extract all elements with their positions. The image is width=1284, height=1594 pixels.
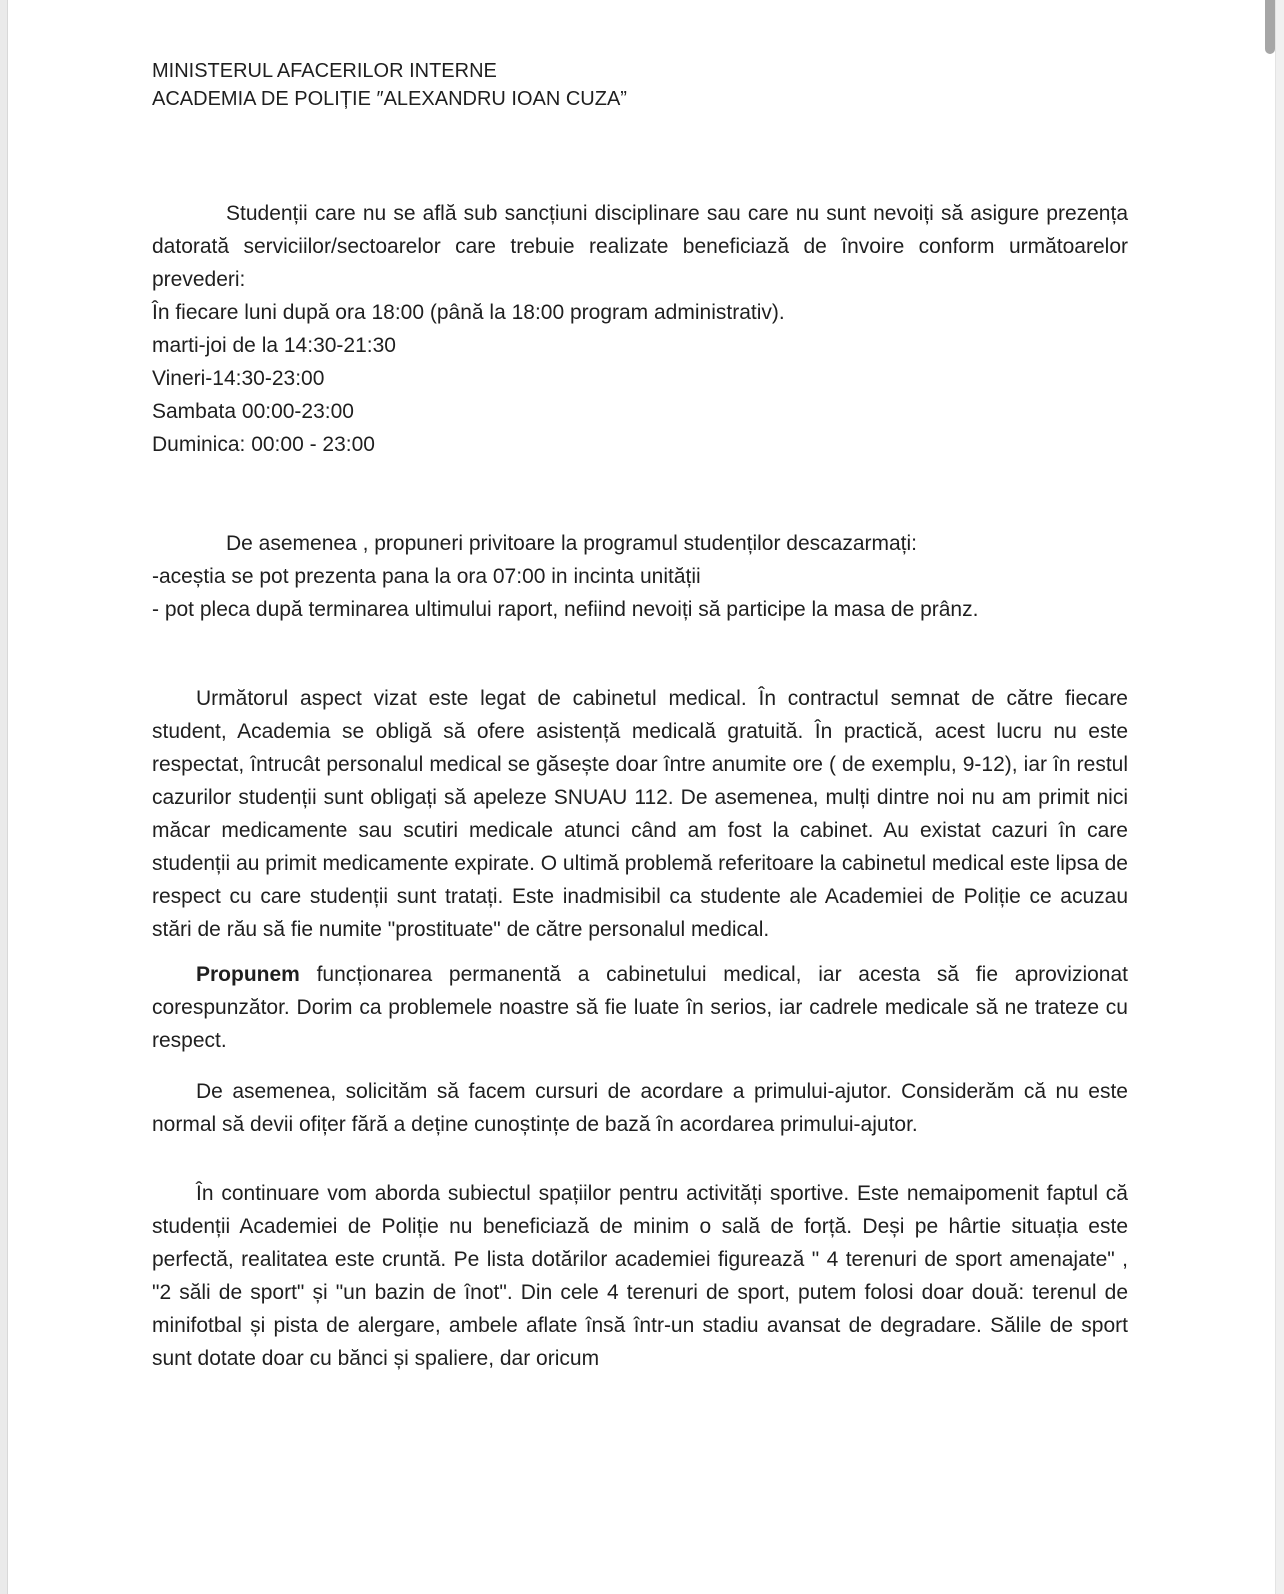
schedule-line-sunday: Duminica: 00:00 - 23:00	[152, 433, 375, 456]
scrollbar-thumb[interactable]	[1265, 0, 1275, 54]
descazarmati-line-departure: - pot pleca după terminarea ultimului raport, nefiind nevoiți să participe la masa de prânz.	[152, 598, 979, 621]
propunem-paragraph	[152, 958, 1128, 1057]
scrollbar-track[interactable]	[1275, 0, 1284, 1594]
medical-paragraph: Următorul aspect vizat este legat de cabinetul medical. În contractul semnat de către fiecare student, Academia se obligă să ofere asistență medicală gratuită. În practică, acest lucru nu este respectat, întrucât personalul medical se găsește doar între anumite ore ( de exemplu, 9-12), iar în restul cazurilor studenții sunt obligați să apeleze SNUAU 112. De asemenea, mulți dintre noi nu am primit nici măcar medicamente sau scutiri medicale atunci când am fost la cabinet. Au existat cazuri în care studenții au primit medicamente expirate. O ultimă problemă referitoare la cabinetul medical este lipsa de respect cu care studenții sunt tratați. Este inadmisibil ca studente ale Academiei de Poliție ce acuzau stări de rău să fie numite "prostituate" de către personalul medical.	[152, 687, 1128, 941]
intro-paragraph: Studenții care nu se află sub sancțiuni disciplinare sau care nu sunt nevoiți să asigure prezența datorată serviciilor/sectoarelor care trebuie realizate beneficiază de învoire conform următoarelor prevederi:	[152, 202, 1128, 291]
ministry-line: MINISTERUL AFACERILOR INTERNE	[152, 60, 497, 82]
propunem-rest: funcționarea permanentă a cabinetului medical, iar acesta să fie aprovizionat corespunzător. Dorim ca problemele noastre să fie luate în serios, iar cadrele medicale să ne trateze cu respect.	[152, 963, 1128, 1052]
schedule-line-monday: În fiecare luni după ora 18:00 (până la 18:00 program administrativ).	[152, 301, 785, 324]
descazarmati-heading: De asemenea , propuneri privitoare la programul studenților descazarmați:	[226, 532, 918, 555]
schedule-line-saturday: Sambata 00:00-23:00	[152, 400, 354, 423]
descazarmati-line-arrival: -aceștia se pot prezenta pana la ora 07:00 in incinta unității	[152, 565, 701, 588]
schedule-line-friday: Vineri-14:30-23:00	[152, 367, 325, 390]
first-aid-paragraph: De asemenea, solicităm să facem cursuri de acordare a primului-ajutor. Considerăm că nu este normal să devii ofițer fără a deține cunoștințe de bază în acordarea primului-ajutor.	[152, 1080, 1128, 1136]
document-header	[152, 0, 1128, 113]
academy-line: ACADEMIA DE POLIȚIE ″ALEXANDRU IOAN CUZA”	[152, 88, 627, 110]
schedule-line-tue-thu: marti-joi de la 14:30-21:30	[152, 334, 396, 357]
leave-schedule-block	[152, 296, 1128, 461]
document-page	[152, 0, 1128, 1375]
descazarmati-block	[152, 527, 1128, 626]
sports-paragraph: În continuare vom aborda subiectul spațiilor pentru activități sportive. Este nemaipomenit faptul că studenții Academiei de Poliție nu beneficiază de minim o sală de forță. Deși pe hârtie situația este perfectă, realitatea este cruntă. Pe lista dotărilor academiei figurează " 4 terenuri de sport amenajate" , "2 săli de sport" și "un bazin de înot". Din cele 4 terenuri de sport, putem folosi doar două: terenul de minifotbal și pista de alergare, ambele aflate însă într-un stadiu avansat de degradare. Sălile de sport sunt dotate doar cu bănci și spaliere, dar oricum	[152, 1182, 1128, 1370]
propunem-lead: Propunem	[196, 963, 300, 986]
page-left-edge	[0, 0, 8, 1594]
